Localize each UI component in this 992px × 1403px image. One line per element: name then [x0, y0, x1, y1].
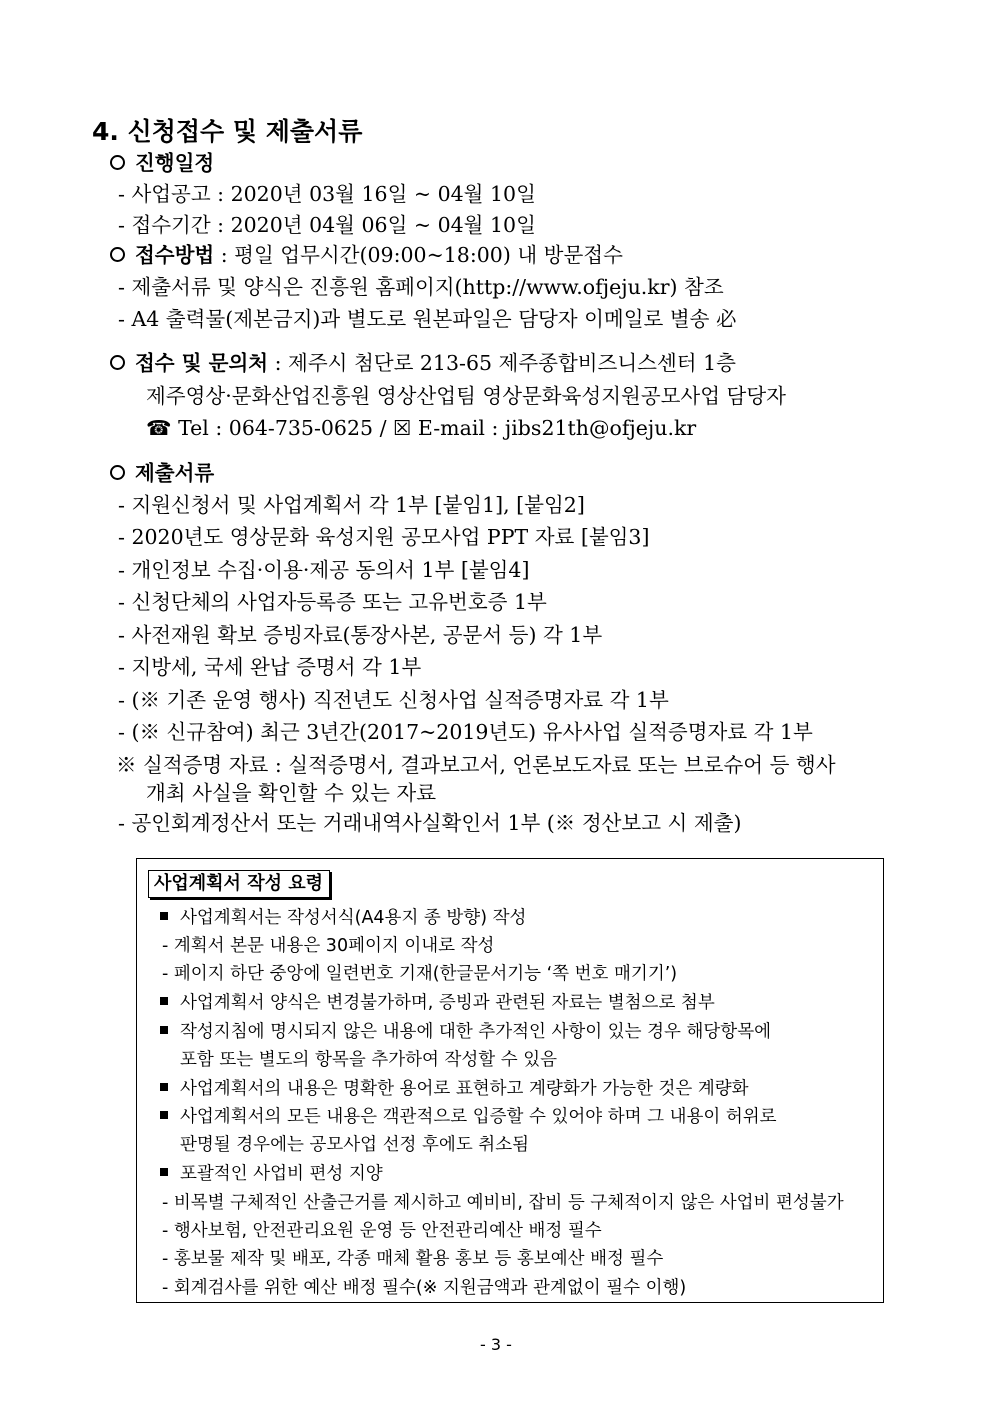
phone-icon: ☎ [146, 416, 172, 440]
guide-bullet: 사업계획서의 내용은 명확한 용어로 표현하고 계량화가 가능한 것은 계량화 [160, 1077, 749, 1101]
guide-box-title: 사업계획서 작성 요령 [148, 870, 330, 898]
schedule-title: 진행일정 [135, 151, 215, 175]
document-item: - 공인회계정산서 또는 거래내역사실확인서 1부 (※ 정산보고 시 제출) [118, 811, 742, 835]
contact-row [110, 350, 736, 376]
document-item: - 사전재원 확보 증빙자료(통장사본, 공문서 등) 각 1부 [118, 623, 603, 647]
guide-bullet: 포괄적인 사업비 편성 지양 [160, 1162, 383, 1186]
circle-bullet-icon [110, 155, 125, 170]
document-item: - 신청단체의 사업자등록증 또는 고유번호증 1부 [118, 590, 547, 614]
guide-dash: - 홍보물 제작 및 배포, 각종 매체 활용 홍보 등 홍보예산 배정 필수 [162, 1249, 664, 1269]
documents-note-cont: 개최 사실을 확인할 수 있는 자료 [146, 781, 437, 805]
guide-bullet: 작성지침에 명시되지 않은 내용에 대한 추가적인 사항이 있는 경우 해당항목에 [160, 1020, 771, 1044]
guide-dash: - 계획서 본문 내용은 30페이지 이내로 작성 [162, 936, 495, 956]
guide-continuation: 판명될 경우에는 공모사업 선정 후에도 취소됨 [180, 1135, 530, 1155]
method-title: 접수방법 [135, 243, 215, 267]
method-item: - A4 출력물(제본금지)과 별도로 원본파일은 담당자 이메일로 별송 必 [118, 307, 737, 331]
square-bullet-icon [160, 1111, 168, 1119]
document-item: - (※ 기존 운영 행사) 직전년도 신청사업 실적증명자료 각 1부 [118, 688, 669, 712]
square-bullet-icon [160, 912, 168, 920]
document-item: - 2020년도 영상문화 육성지원 공모사업 PPT 자료 [붙임3] [118, 525, 650, 549]
method-item: - 제출서류 및 양식은 진흥원 홈페이지(http://www.ofjeju.kr) 참조 [118, 275, 724, 299]
documents-note: ※ 실적증명 자료 : 실적증명서, 결과보고서, 언론보도자료 또는 브로슈어 등 행사 [116, 753, 836, 777]
guide-dash: - 비목별 구체적인 산출근거를 제시하고 예비비, 잡비 등 구체적이지 않은 사업비 편성불가 [162, 1193, 844, 1213]
contact-organization: 제주영상·문화산업진흥원 영상산업팀 영상문화육성지원공모사업 담당자 [146, 384, 786, 408]
contact-title: 접수 및 문의처 [135, 351, 269, 375]
contact-tel: Tel : 064-735-0625 / [171, 416, 393, 440]
square-bullet-icon [160, 1026, 168, 1034]
document-item: - (※ 신규참여) 최근 3년간(2017~2019년도) 유사사업 실적증명자료 각 1부 [118, 720, 813, 744]
guide-continuation: 포함 또는 별도의 항목을 추가하여 작성할 수 있음 [180, 1050, 558, 1070]
contact-email: E-mail : jibs21th@ofjeju.kr [411, 416, 697, 440]
document-item: - 개인정보 수집·이용·제공 동의서 1부 [붙임4] [118, 558, 530, 582]
page-number: - 3 - [480, 1335, 512, 1354]
circle-bullet-icon [110, 355, 125, 370]
circle-bullet-icon [110, 247, 125, 262]
contact-address: : 제주시 첨단로 213-65 제주종합비즈니스센터 1층 [268, 351, 736, 375]
mail-icon: ☒ [393, 416, 412, 440]
method-row [110, 242, 623, 268]
guide-bullet: 사업계획서는 작성서식(A4용지 종 방향) 작성 [160, 906, 526, 930]
guide-bullet: 사업계획서 양식은 변경불가하며, 증빙과 관련된 자료는 별첨으로 첨부 [160, 991, 715, 1015]
guide-dash: - 행사보험, 안전관리요원 운영 등 안전관리예산 배정 필수 [162, 1221, 602, 1241]
square-bullet-icon [160, 997, 168, 1005]
schedule-item: - 접수기간 : 2020년 04월 06일 ~ 04월 10일 [118, 213, 536, 237]
circle-bullet-icon [110, 465, 125, 480]
schedule-title-row [110, 150, 214, 176]
guide-dash: - 페이지 하단 중앙에 일련번호 기재(한글문서기능 ‘쪽 번호 매기기’) [162, 964, 678, 984]
documents-title-row [110, 460, 214, 486]
document-item: - 지원신청서 및 사업계획서 각 1부 [붙임1], [붙임2] [118, 493, 585, 517]
schedule-item: - 사업공고 : 2020년 03월 16일 ~ 04월 10일 [118, 182, 536, 206]
method-desc: : 평일 업무시간(09:00~18:00) 내 방문접수 [214, 243, 623, 267]
guide-dash: - 회계검사를 위한 예산 배정 필수(※ 지원금액과 관계없이 필수 이행) [162, 1278, 687, 1298]
guide-bullet: 사업계획서의 모든 내용은 객관적으로 입증할 수 있어야 하며 그 내용이 허위로 [160, 1105, 777, 1129]
documents-title: 제출서류 [135, 461, 215, 485]
section-heading: 4. 신청접수 및 제출서류 [92, 117, 363, 146]
square-bullet-icon [160, 1168, 168, 1176]
contact-info [146, 415, 696, 441]
document-item: - 지방세, 국세 완납 증명서 각 1부 [118, 655, 422, 679]
square-bullet-icon [160, 1083, 168, 1091]
